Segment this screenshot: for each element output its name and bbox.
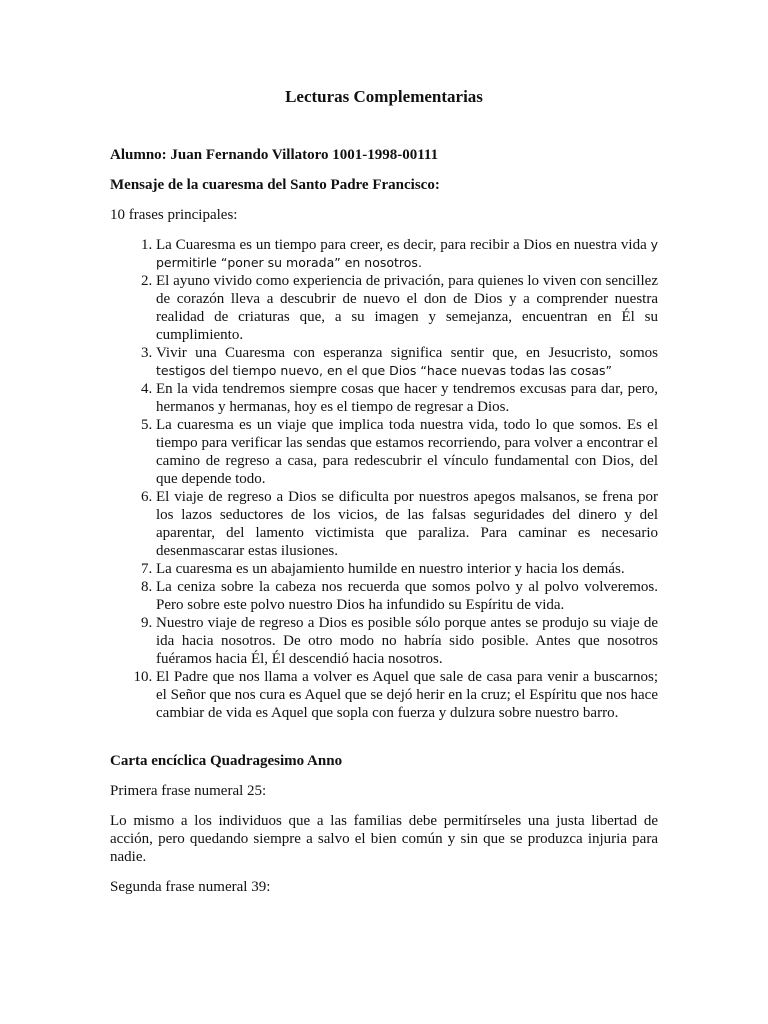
document-title: Lecturas Complementarias	[285, 87, 483, 106]
list-item: 8. La ceniza sobre la cabeza nos recuerda que somos polvo y al polvo volveremos. Pero sobre este polvo nuestro Dios ha infundido su Espíritu de vida.	[156, 578, 658, 614]
student-line: Alumno: Juan Fernando Villatoro 1001-1998-00111	[110, 147, 439, 163]
phrases-list	[110, 236, 658, 722]
list-item: 7. La cuaresma es un abajamiento humilde en nuestro interior y hacia los demás.	[156, 560, 658, 578]
list-item: 4. En la vida tendremos siempre cosas que hacer y tendremos excusas para dar, pero, hermanos y hermanas, hoy es el tiempo de regresar a Dios.	[156, 380, 658, 416]
list-item: 9. Nuestro viaje de regreso a Dios es posible sólo porque antes se produjo su viaje de ida hacia nosotros. De otro modo no habría sido posible. Antes que nosotros fuéramos hacia Él, Él descendió hacia nosotros.	[156, 614, 658, 668]
list-item: 5. La cuaresma es un viaje que implica toda nuestra vida, todo lo que somos. Es el tiempo para verificar las sendas que estamos recorriendo, para volver a encontrar el camino de regreso a casa, para redescubrir el vínculo fundamental con Dios, del que depende todo.	[156, 416, 658, 488]
first-phrase-text: Lo mismo a los individuos que a las familias debe permitírseles una justa libertad de acción, pero quedando siempre a salvo el bien común y sin que se produzca injuria para nadie.	[110, 813, 658, 865]
first-phrase-label: Primera frase numeral 25:	[110, 783, 267, 799]
phrases-intro: 10 frases principales:	[110, 207, 238, 223]
list-item: 2. El ayuno vivido como experiencia de privación, para quienes lo viven con sencillez de corazón lleva a descubrir de nuevo el don de Dios y a comprender nuestra realidad de criaturas que, a su imagen y semejanza, encuentran en Él su cumplimiento.	[156, 272, 658, 344]
list-item: 1. La Cuaresma es un tiempo para creer, es decir, para recibir a Dios en nuestra vida y permitirle “poner su morada” en nosotros.	[156, 236, 658, 272]
list-item: 3. Vivir una Cuaresma con esperanza significa sentir que, en Jesucristo, somos testigos del tiempo nuevo, en el que Dios “hace nuevas todas las cosas”	[156, 344, 658, 380]
encyclical-heading: Carta encíclica Quadragesimo Anno	[110, 753, 343, 769]
list-item: 6. El viaje de regreso a Dios se dificulta por nuestros apegos malsanos, se frena por los lazos seductores de los vicios, de las falsas seguridades del dinero y del aparentar, del lamento victimista que paraliza. Para caminar es necesario desenmascarar estas ilusiones.	[156, 488, 658, 560]
second-phrase-label: Segunda frase numeral 39:	[110, 879, 271, 895]
message-heading: Mensaje de la cuaresma del Santo Padre Francisco:	[110, 177, 440, 193]
list-item: 10. El Padre que nos llama a volver es Aquel que sale de casa para venir a buscarnos; el Señor que nos cura es Aquel que se dejó herir en la cruz; el Espíritu que nos hace cambiar de vida es Aquel que sopla con fuerza y dulzura sobre nuestro barro.	[156, 668, 658, 722]
